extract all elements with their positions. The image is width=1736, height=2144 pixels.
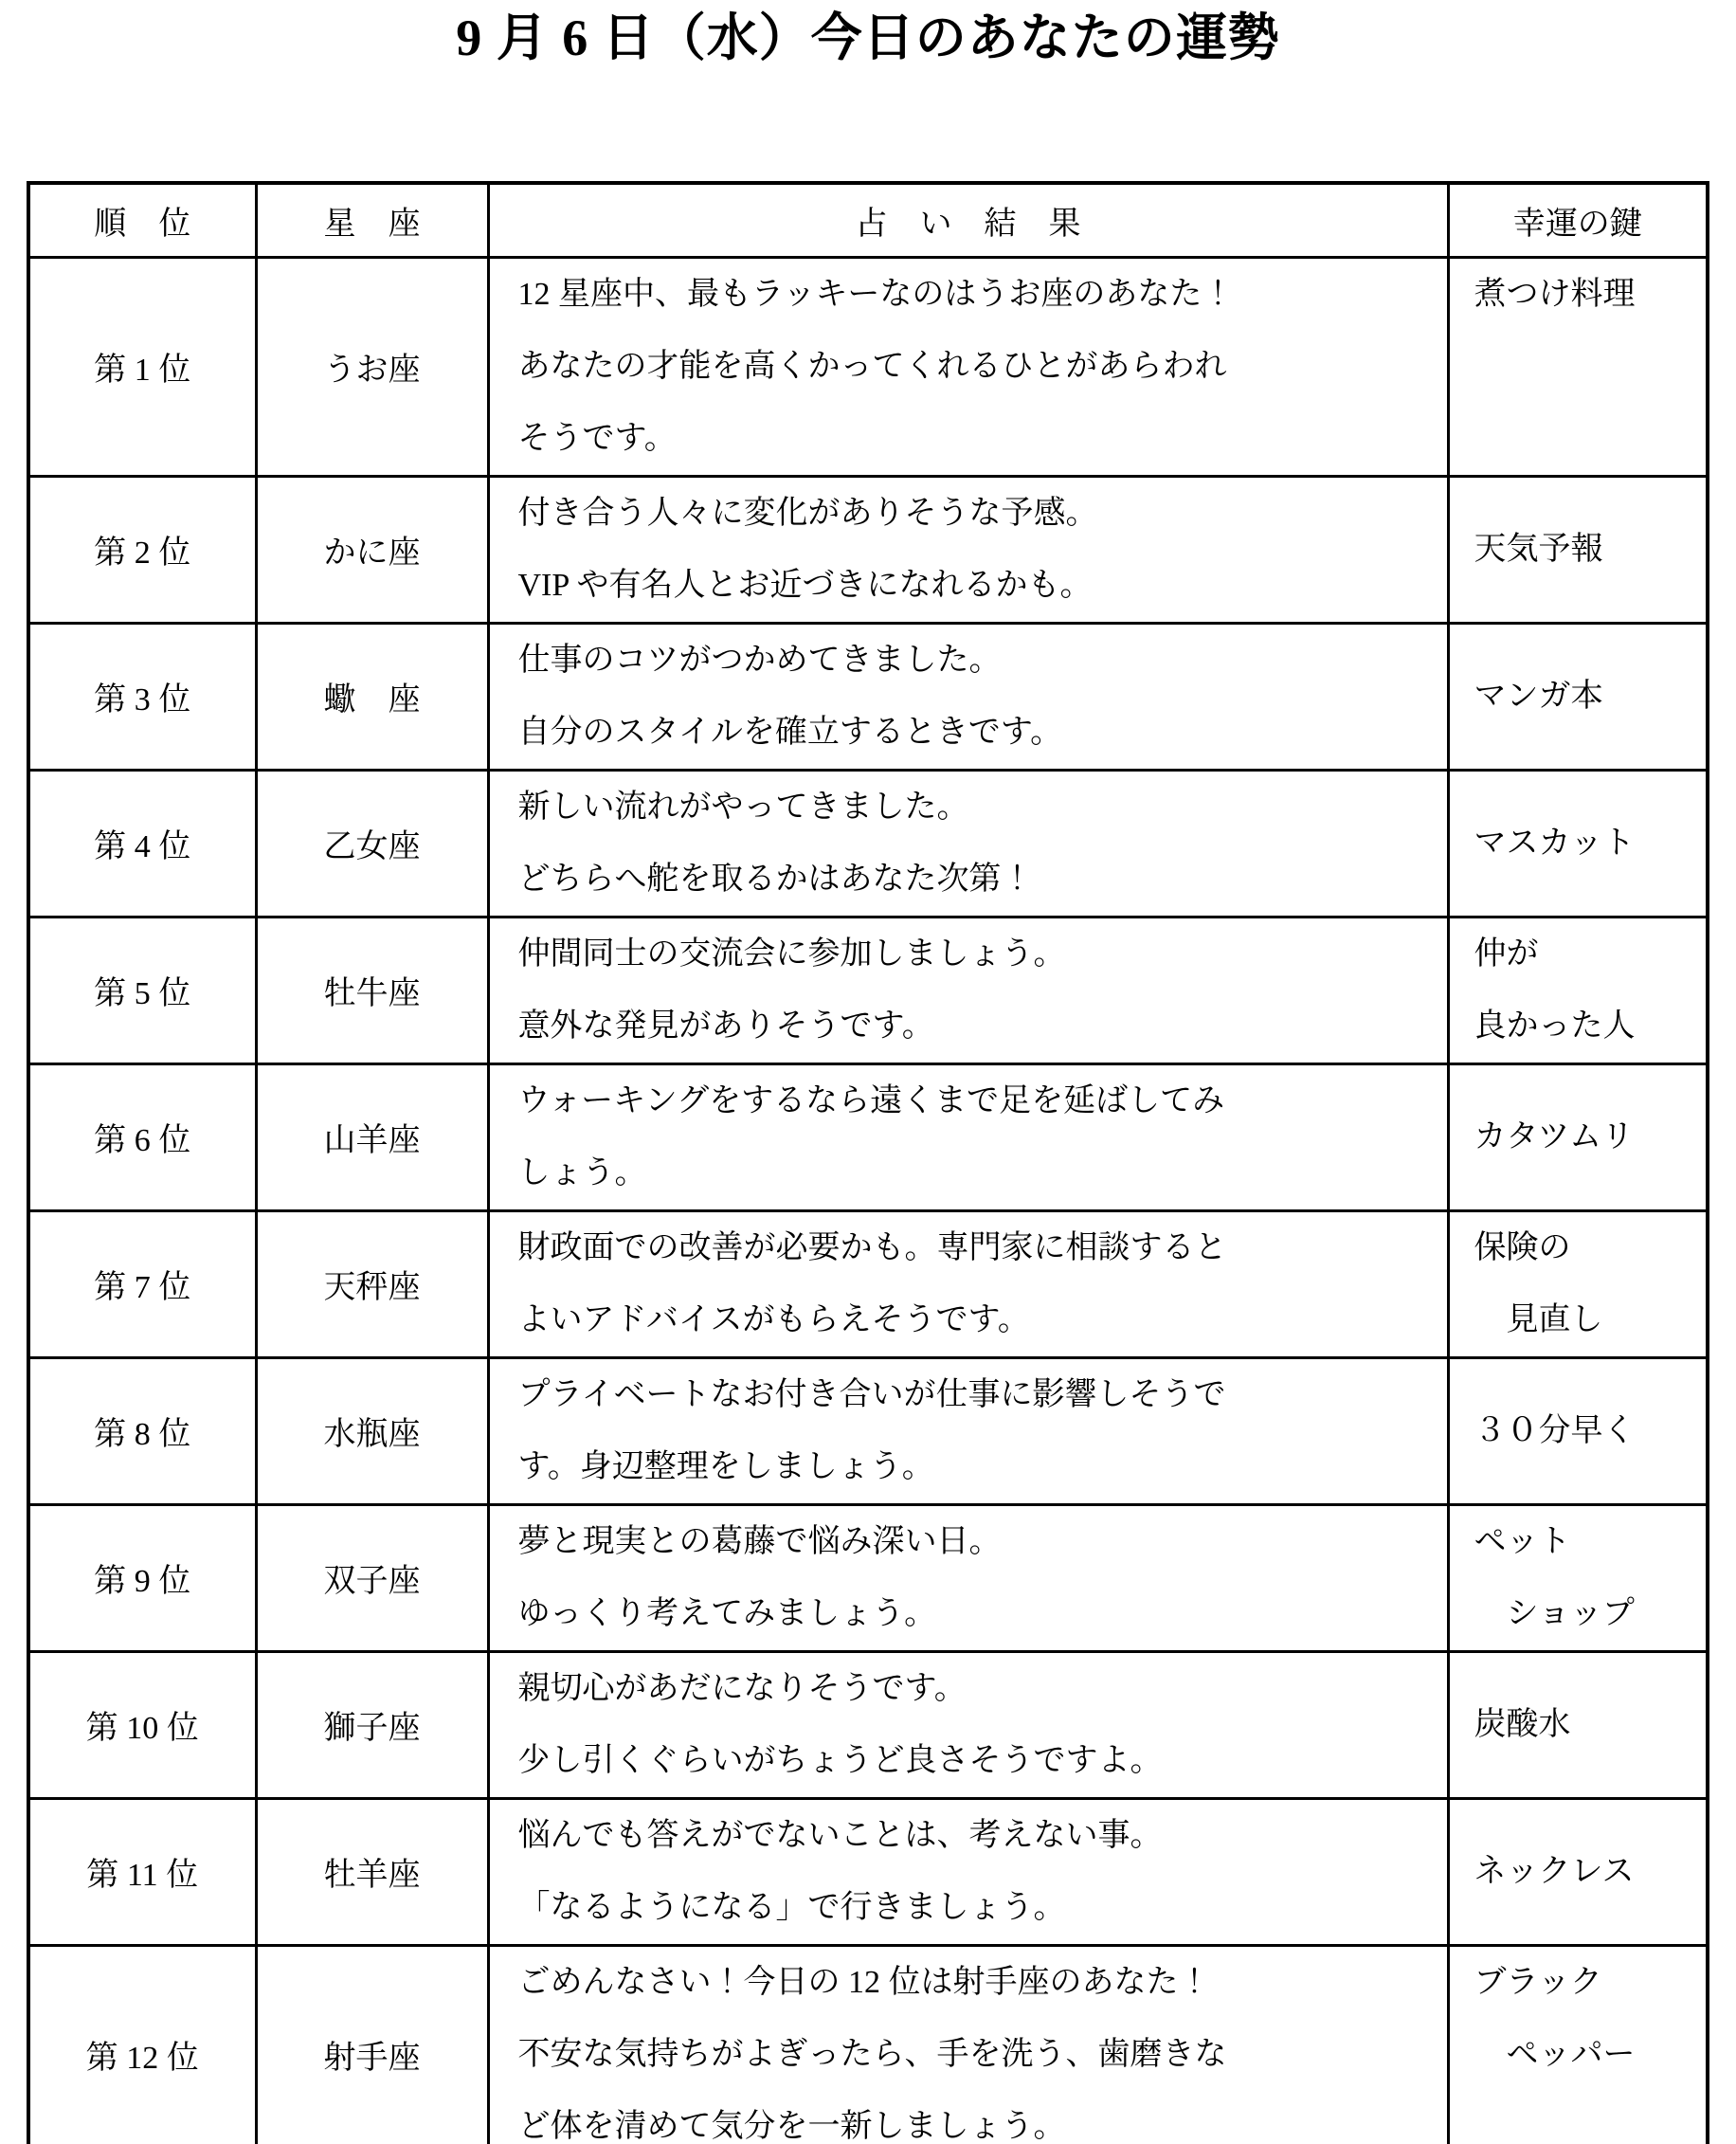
result-line: 仕事のコツがつかめてきました。 xyxy=(517,642,1002,678)
table-row xyxy=(28,1063,1708,1210)
header-rank: 順 位 xyxy=(28,183,256,257)
sign-cell: 双子座 xyxy=(256,1504,488,1651)
lucky-key-line: カタツムリ xyxy=(1474,1118,1635,1154)
table-row xyxy=(28,1651,1708,1798)
rank-cell: 第 4 位 xyxy=(28,770,256,917)
sign-cell: 水瓶座 xyxy=(256,1357,488,1504)
result-line: 自分のスタイルを確立するときです。 xyxy=(517,714,1063,750)
rank-cell: 第 8 位 xyxy=(28,1357,256,1504)
lucky-key-line: 仲が xyxy=(1474,936,1539,972)
result-line: プライベートなお付き合いが仕事に影響しそうで xyxy=(517,1376,1226,1412)
result-line: ごめんなさい！今日の 12 位は射手座のあなた！ xyxy=(517,1964,1211,2000)
result-cell xyxy=(488,623,1448,770)
table-row xyxy=(28,770,1708,917)
result-line: 「なるようになる」で行きましょう。 xyxy=(517,1889,1066,1925)
header-sign: 星 座 xyxy=(256,183,488,257)
lucky-key-line: 炭酸水 xyxy=(1474,1706,1571,1742)
lucky-key-cell xyxy=(1448,770,1708,917)
table-row xyxy=(28,1945,1708,2144)
rank-cell: 第 10 位 xyxy=(28,1651,256,1798)
sign-cell: 獅子座 xyxy=(256,1651,488,1798)
rank-cell: 第 12 位 xyxy=(28,1945,256,2144)
result-cell xyxy=(488,1063,1448,1210)
lucky-key-cell xyxy=(1448,1063,1708,1210)
result-cell xyxy=(488,917,1448,1063)
result-line: どちらへ舵を取るかはあなた次第！ xyxy=(517,861,1034,897)
lucky-key-cell xyxy=(1448,623,1708,770)
rank-cell: 第 1 位 xyxy=(28,257,256,476)
lucky-key-line: マンガ本 xyxy=(1474,678,1603,714)
result-line: 新しい流れがやってきました。 xyxy=(517,789,969,825)
table-row xyxy=(28,476,1708,623)
lucky-key-line: ブラック xyxy=(1474,1964,1602,2000)
lucky-key-line: 煮つけ料理 xyxy=(1474,276,1636,312)
result-cell xyxy=(488,1945,1448,2144)
rank-cell: 第 3 位 xyxy=(28,623,256,770)
sign-cell: うお座 xyxy=(256,257,488,476)
result-cell xyxy=(488,1504,1448,1651)
result-line: ゆっくり考えてみましょう。 xyxy=(517,1595,937,1631)
table-body xyxy=(28,257,1708,2144)
rank-cell: 第 11 位 xyxy=(28,1798,256,1945)
result-line: しょう。 xyxy=(517,1154,647,1190)
result-line: そうです。 xyxy=(517,420,677,456)
sign-cell: 牡羊座 xyxy=(256,1798,488,1945)
sign-cell: 天秤座 xyxy=(256,1210,488,1357)
table-row xyxy=(28,257,1708,476)
table-row xyxy=(28,1357,1708,1504)
result-line: 親切心があだになりそうです。 xyxy=(517,1670,967,1706)
result-line: ど体を清めて気分を一新しましょう。 xyxy=(517,2108,1066,2144)
lucky-key-cell xyxy=(1448,1651,1708,1798)
result-cell xyxy=(488,1798,1448,1945)
result-line: す。身辺整理をしましょう。 xyxy=(517,1448,934,1484)
result-line: よいアドバイスがもらえそうです。 xyxy=(517,1301,1030,1337)
lucky-key-line: マスカット xyxy=(1474,825,1636,861)
sign-cell: 蠍 座 xyxy=(256,623,488,770)
rank-cell: 第 2 位 xyxy=(28,476,256,623)
rank-cell: 第 6 位 xyxy=(28,1063,256,1210)
result-line: 悩んでも答えがでないことは、考えない事。 xyxy=(517,1817,1163,1853)
result-cell xyxy=(488,257,1448,476)
result-line: 12 星座中、最もラッキーなのはうお座のあなた！ xyxy=(517,276,1235,312)
fortune-table xyxy=(27,181,1709,2144)
lucky-key-cell xyxy=(1448,1357,1708,1504)
result-cell xyxy=(488,1210,1448,1357)
result-line: 仲間同士の交流会に参加しましょう。 xyxy=(517,936,1066,972)
result-cell xyxy=(488,1651,1448,1798)
result-line: 夢と現実との葛藤で悩み深い日。 xyxy=(517,1523,1002,1559)
table-row xyxy=(28,623,1708,770)
table-row xyxy=(28,1504,1708,1651)
lucky-key-line: 天気予報 xyxy=(1474,531,1603,567)
lucky-key-cell xyxy=(1448,1798,1708,1945)
result-line: 不安な気持ちがよぎったら、手を洗う、歯磨きな xyxy=(517,2036,1227,2072)
lucky-key-line: ショップ xyxy=(1474,1595,1635,1631)
lucky-key-line: ネックレス xyxy=(1474,1853,1635,1889)
sign-cell: 山羊座 xyxy=(256,1063,488,1210)
rank-cell: 第 7 位 xyxy=(28,1210,256,1357)
sign-cell: 乙女座 xyxy=(256,770,488,917)
sign-cell: かに座 xyxy=(256,476,488,623)
lucky-key-cell xyxy=(1448,1945,1708,2144)
table-row xyxy=(28,917,1708,1063)
page-title: 9 月 6 日（水）今日のあなたの運勢 xyxy=(456,9,1280,66)
result-line: 財政面での改善が必要かも。専門家に相談すると xyxy=(517,1229,1227,1265)
result-line: 付き合う人々に変化がありそうな予感。 xyxy=(517,495,1098,531)
lucky-key-cell xyxy=(1448,476,1708,623)
rank-cell: 第 5 位 xyxy=(28,917,256,1063)
result-line: 意外な発見がありそうです。 xyxy=(517,1008,934,1044)
table-row xyxy=(28,1210,1708,1357)
sign-cell: 射手座 xyxy=(256,1945,488,2144)
result-cell xyxy=(488,1357,1448,1504)
rank-cell: 第 9 位 xyxy=(28,1504,256,1651)
lucky-key-cell xyxy=(1448,1504,1708,1651)
result-line: 少し引くぐらいがちょうど良さそうですよ。 xyxy=(517,1742,1163,1778)
header-result: 占 い 結 果 xyxy=(488,183,1448,257)
lucky-key-line: 良かった人 xyxy=(1474,1008,1636,1044)
header-row xyxy=(28,183,1708,257)
lucky-key-line: ３０分早く xyxy=(1474,1412,1636,1448)
result-line: VIP や有名人とお近づきになれるかも。 xyxy=(517,567,1093,603)
result-cell xyxy=(488,476,1448,623)
lucky-key-line: 見直し xyxy=(1474,1301,1603,1337)
result-line: ウォーキングをするなら遠くまで足を延ばしてみ xyxy=(517,1082,1225,1118)
lucky-key-cell xyxy=(1448,257,1708,476)
lucky-key-cell xyxy=(1448,1210,1708,1357)
result-line: あなたの才能を高くかってくれるひとがあらわれ xyxy=(517,348,1227,384)
lucky-key-line: 保険の xyxy=(1474,1229,1571,1265)
table-row xyxy=(28,1798,1708,1945)
header-lucky: 幸運の鍵 xyxy=(1448,183,1708,257)
lucky-key-cell xyxy=(1448,917,1708,1063)
lucky-key-line: ペット xyxy=(1474,1523,1571,1559)
result-cell xyxy=(488,770,1448,917)
sign-cell: 牡牛座 xyxy=(256,917,488,1063)
lucky-key-line: ペッパー xyxy=(1474,2036,1636,2072)
